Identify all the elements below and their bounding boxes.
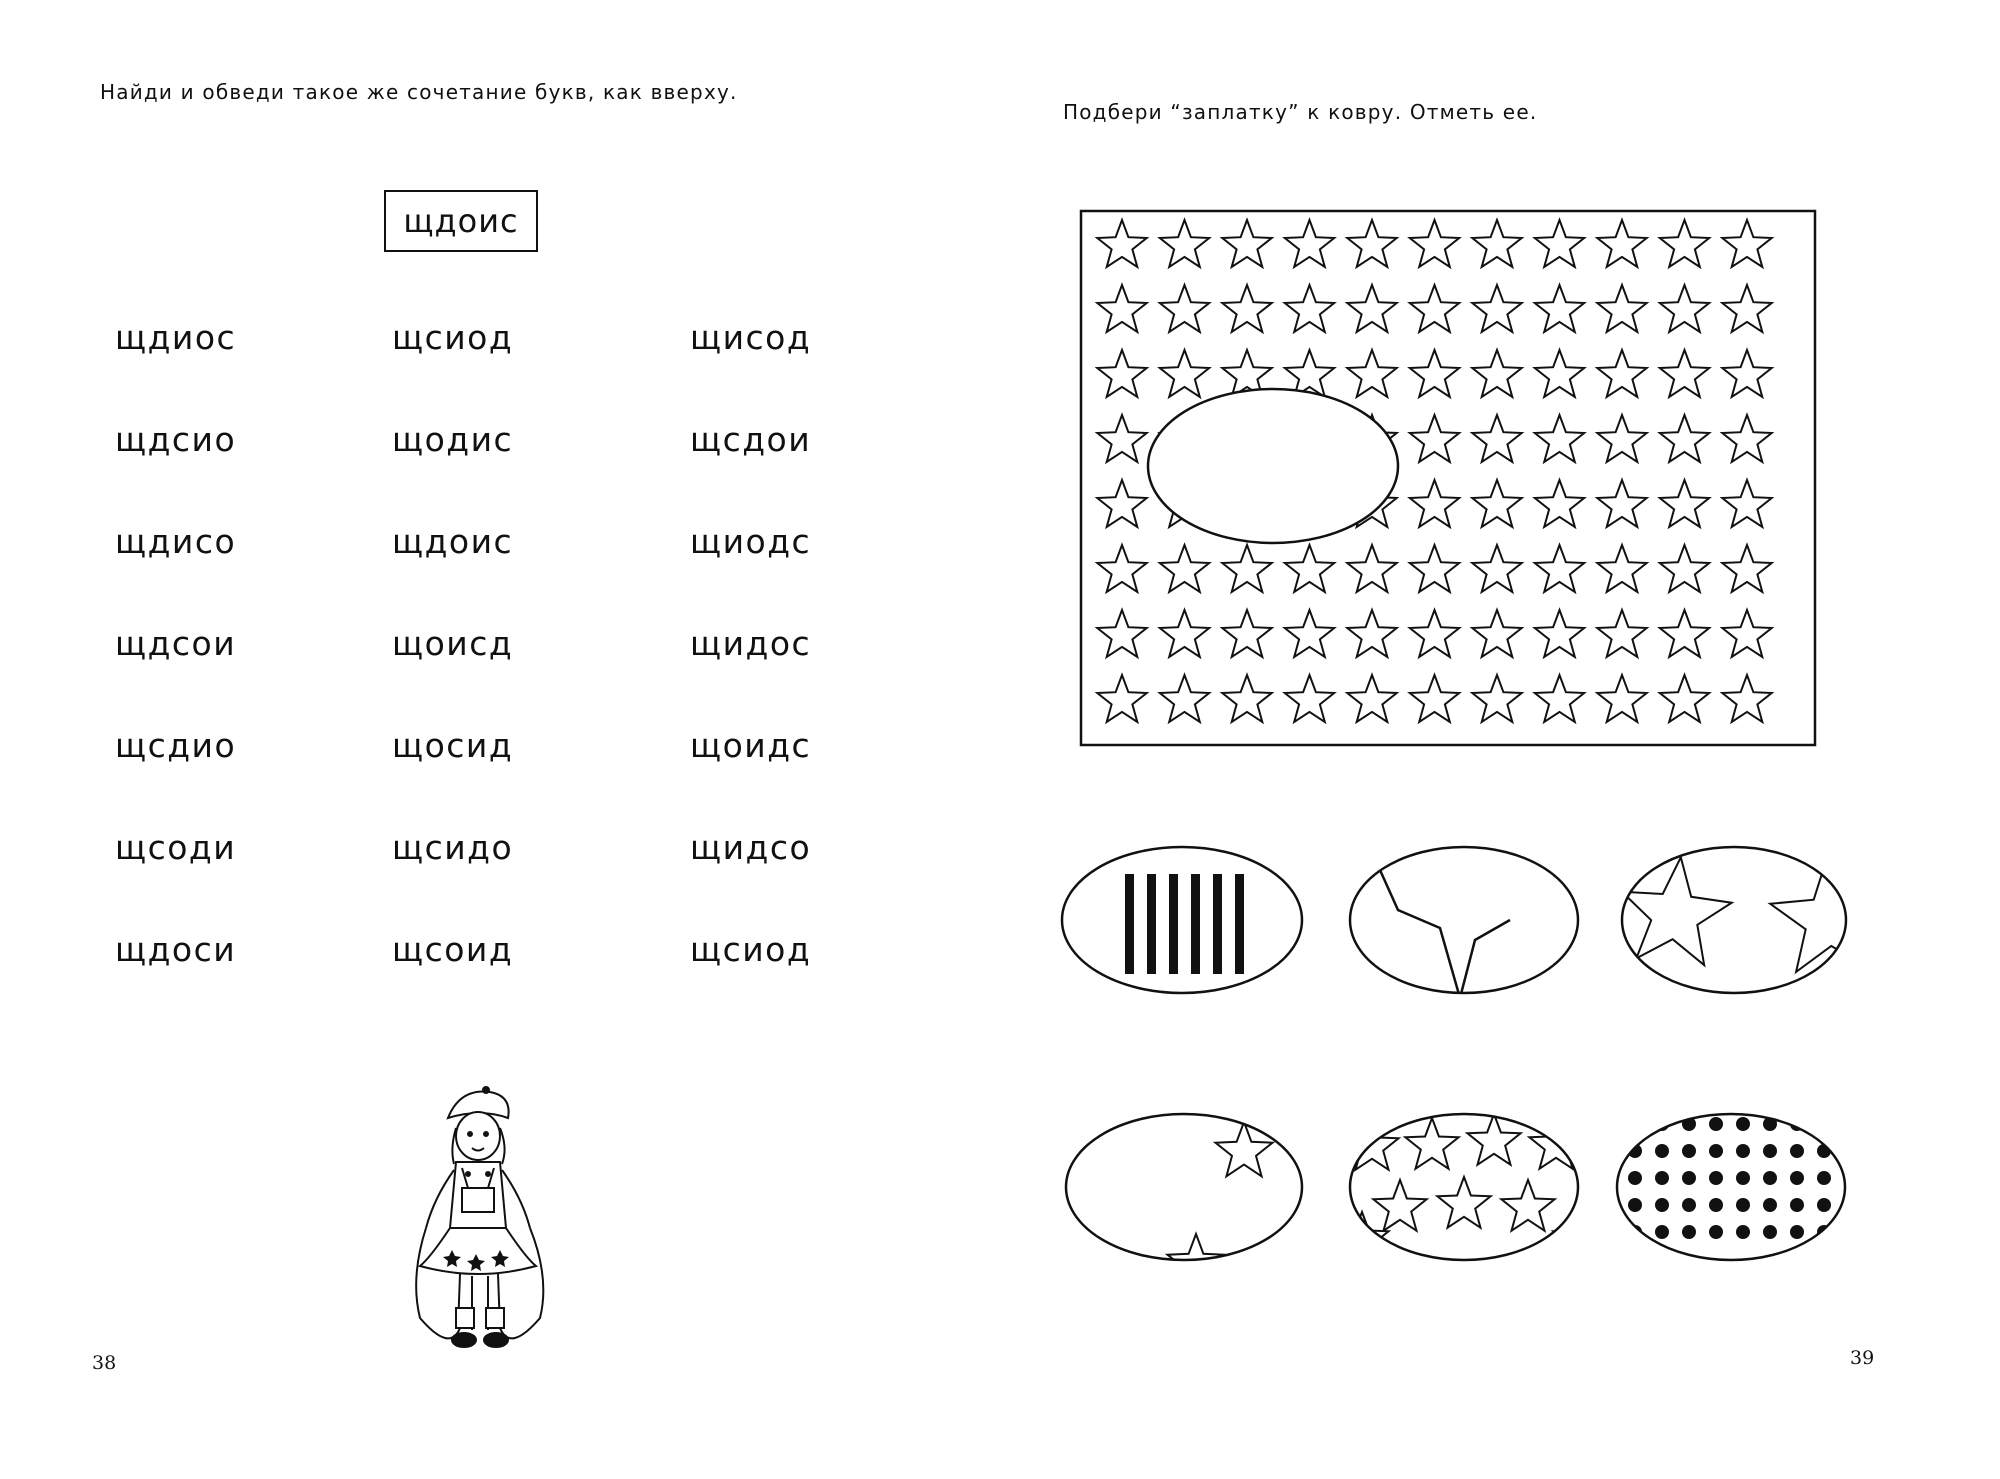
target-word-box xyxy=(384,190,538,252)
right-page xyxy=(1000,0,2000,1479)
dot xyxy=(1736,1117,1750,1131)
dot xyxy=(1736,1198,1750,1212)
word-option[interactable]: щодис xyxy=(392,420,514,459)
stripe xyxy=(1169,874,1178,974)
dot xyxy=(1736,1171,1750,1185)
dot xyxy=(1763,1171,1777,1185)
stripe xyxy=(1191,874,1200,974)
word-option[interactable]: щсоид xyxy=(392,930,514,969)
word-option[interactable]: щсоди xyxy=(115,828,237,867)
word-option[interactable]: щдиос xyxy=(115,318,237,357)
word-option[interactable]: щдоис xyxy=(392,522,514,561)
dot xyxy=(1628,1117,1642,1131)
dot xyxy=(1817,1117,1831,1131)
girl-illustration xyxy=(390,1078,570,1368)
word-option[interactable]: щидос xyxy=(690,624,812,663)
patch-option-vertical-stripes[interactable] xyxy=(1062,847,1302,993)
word-option[interactable]: щдсио xyxy=(115,420,237,459)
patch-option-dots[interactable] xyxy=(1617,1114,1845,1260)
dot xyxy=(1655,1225,1669,1239)
stripe xyxy=(1125,874,1134,974)
word-option[interactable]: щидсо xyxy=(690,828,812,867)
dot xyxy=(1709,1117,1723,1131)
dot xyxy=(1790,1171,1804,1185)
word-option[interactable]: щоидс xyxy=(690,726,812,765)
dot xyxy=(1763,1198,1777,1212)
dot xyxy=(1709,1144,1723,1158)
carpet xyxy=(1078,208,1818,748)
dot xyxy=(1790,1144,1804,1158)
left-page-number: 38 xyxy=(92,1352,117,1374)
word-option[interactable]: щдоси xyxy=(115,930,237,969)
dot xyxy=(1790,1225,1804,1239)
dot xyxy=(1628,1171,1642,1185)
right-instruction: Подбери “заплатку” к ковру. Отметь ее. xyxy=(1063,100,1538,124)
dot xyxy=(1790,1198,1804,1212)
stripe xyxy=(1213,874,1222,974)
word-option[interactable]: щоисд xyxy=(392,624,514,663)
dot xyxy=(1682,1198,1696,1212)
dot xyxy=(1655,1198,1669,1212)
dot xyxy=(1709,1225,1723,1239)
left-instruction: Найди и обведи такое же сочетание букв, как вверху. xyxy=(100,80,738,104)
dot xyxy=(1682,1171,1696,1185)
dot xyxy=(1763,1225,1777,1239)
dot xyxy=(1655,1171,1669,1185)
dot xyxy=(1736,1225,1750,1239)
word-option[interactable]: щсдои xyxy=(690,420,812,459)
dot xyxy=(1817,1198,1831,1212)
dot xyxy=(1682,1225,1696,1239)
carpet-hole xyxy=(1148,389,1398,543)
word-option[interactable]: щсиод xyxy=(690,930,812,969)
patch-options xyxy=(1060,830,1920,1280)
dot xyxy=(1736,1144,1750,1158)
stripe xyxy=(1235,874,1244,974)
dot xyxy=(1817,1171,1831,1185)
word-option[interactable]: щиодс xyxy=(690,522,812,561)
word-option[interactable]: щосид xyxy=(392,726,514,765)
word-option[interactable]: щдсои xyxy=(115,624,237,663)
word-option[interactable]: щсдио xyxy=(115,726,237,765)
target-word: щдоис xyxy=(403,202,519,240)
right-page-number: 39 xyxy=(1850,1347,1875,1369)
dot xyxy=(1709,1198,1723,1212)
stripe xyxy=(1147,874,1156,974)
word-option[interactable]: щсиод xyxy=(392,318,514,357)
dot xyxy=(1682,1144,1696,1158)
dot xyxy=(1628,1198,1642,1212)
dot xyxy=(1763,1144,1777,1158)
word-option[interactable]: щисод xyxy=(690,318,812,357)
patch-option-large-broken-star[interactable] xyxy=(1350,847,1578,998)
dot xyxy=(1709,1171,1723,1185)
word-option[interactable]: щсидо xyxy=(392,828,514,867)
dot xyxy=(1655,1144,1669,1158)
patch-option-two-large-stars[interactable] xyxy=(1622,847,1888,993)
word-option[interactable]: щдисо xyxy=(115,522,237,561)
patch-option-star-grid[interactable] xyxy=(1335,1114,1606,1263)
patch-option-partial-stars[interactable] xyxy=(1066,1114,1302,1288)
